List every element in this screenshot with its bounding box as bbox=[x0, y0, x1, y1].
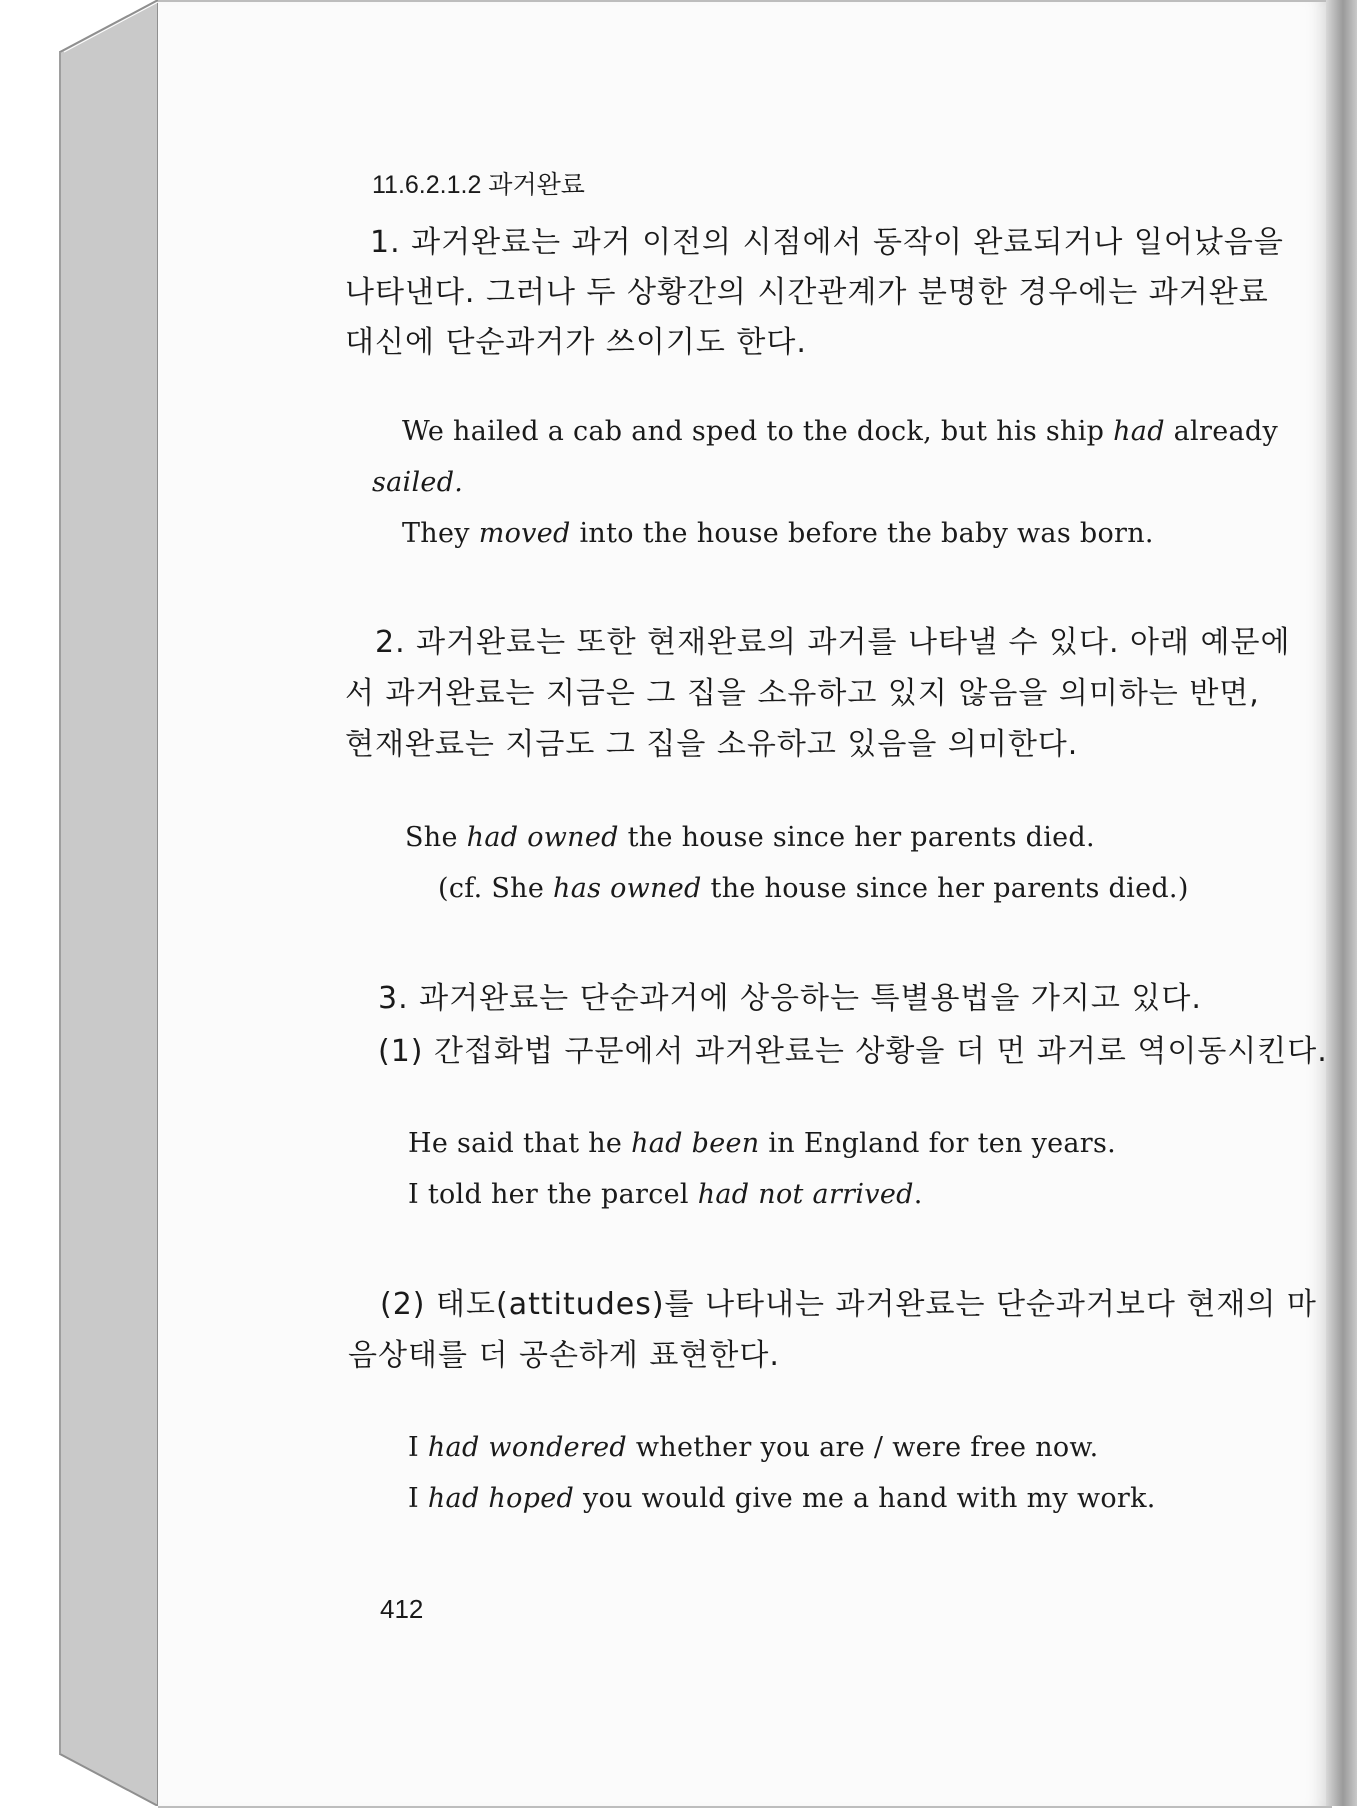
para3-line1: 3. 과거완료는 단순과거에 상응하는 특별용법을 가지고 있다. bbox=[378, 981, 1202, 1016]
book-spine bbox=[0, 0, 160, 1806]
example4-line1: I had wondered whether you are / were free now. bbox=[408, 1432, 1099, 1463]
section-heading: 11.6.2.1.2 과거완료 bbox=[372, 171, 585, 199]
para1-line3: 대신에 단순과거가 쓰이기도 한다. bbox=[345, 325, 807, 360]
example1-line3: They moved into the house before the baby was born. bbox=[402, 518, 1154, 549]
para1-line2: 나타낸다. 그러나 두 상황간의 시간관계가 분명한 경우에는 과거완료 bbox=[345, 275, 1269, 310]
para2-line1: 2. 과거완료는 또한 현재완료의 과거를 나타낼 수 있다. 아래 예문에 bbox=[375, 625, 1291, 660]
para4-line2: 음상태를 더 공손하게 표현한다. bbox=[348, 1338, 780, 1373]
para2-line2: 서 과거완료는 지금은 그 집을 소유하고 있지 않음을 의미하는 반면, bbox=[345, 676, 1260, 711]
para3-line2: (1) 간접화법 구문에서 과거완료는 상황을 더 먼 과거로 역이동시킨다. bbox=[378, 1034, 1328, 1069]
para2-line3: 현재완료는 지금도 그 집을 소유하고 있음을 의미한다. bbox=[345, 727, 1079, 762]
example2-line1: She had owned the house since her parents died. bbox=[405, 822, 1095, 853]
example3-line1: He said that he had been in England for ten years. bbox=[408, 1128, 1117, 1159]
example1-line2: sailed. bbox=[372, 467, 464, 498]
example3-line2: I told her the parcel had not arrived. bbox=[408, 1179, 923, 1210]
page-edge-shadow bbox=[1326, 0, 1357, 1806]
example2-line2: (cf. She has owned the house since her parents died.) bbox=[438, 873, 1189, 904]
page-number: 412 bbox=[380, 1594, 424, 1624]
para4-line1: (2) 태도(attitudes)를 나타내는 과거완료는 단순과거보다 현재의 마 bbox=[380, 1287, 1317, 1322]
example1-line1: We hailed a cab and sped to the dock, but his ship had already bbox=[402, 416, 1279, 447]
para1-line1: 1. 과거완료는 과거 이전의 시점에서 동작이 완료되거나 일어났음을 bbox=[370, 225, 1284, 260]
example4-line2: I had hoped you would give me a hand with my work. bbox=[408, 1483, 1156, 1514]
